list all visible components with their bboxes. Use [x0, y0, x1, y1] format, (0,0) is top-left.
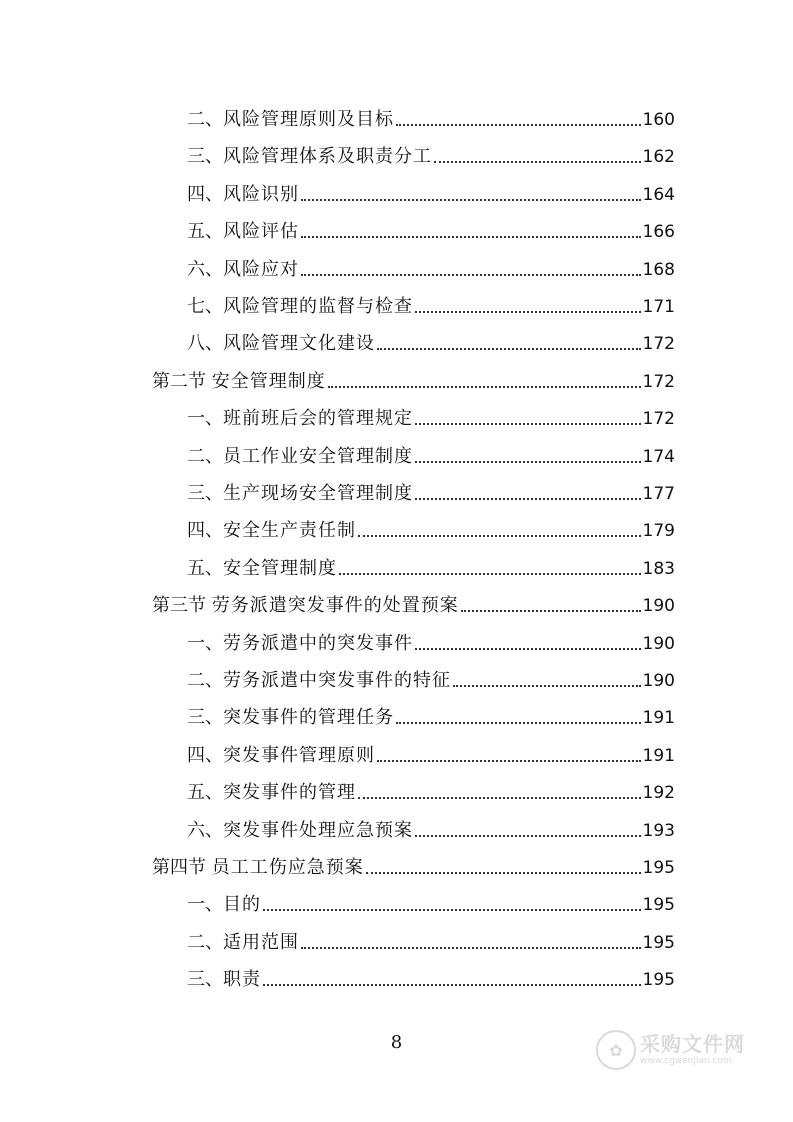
toc-entry-page: 179 [642, 521, 675, 542]
toc-dot-leader [396, 722, 641, 724]
toc-entry-page: 193 [642, 820, 675, 841]
toc-entry-number: 五、 [187, 782, 223, 804]
toc-entry-page: 192 [642, 783, 675, 804]
toc-entry-number: 第三节 [152, 595, 212, 617]
toc-entry-number: 八、 [187, 333, 223, 355]
toc-entry-title: 劳务派遣中突发事件的特征 [223, 670, 451, 691]
toc-dot-leader [415, 498, 641, 500]
toc-entry-title: 风险管理原则及目标 [223, 109, 394, 130]
toc-entry[interactable] [187, 777, 675, 805]
toc-entry-title: 突发事件处理应急预案 [223, 819, 413, 841]
toc-entry-number: 三、 [187, 969, 223, 991]
toc-dot-leader [263, 984, 641, 986]
toc-dot-leader [301, 236, 641, 238]
toc-entry[interactable] [187, 665, 675, 693]
toc-entry-title: 目的 [223, 894, 261, 916]
toc-dot-leader [358, 797, 641, 799]
toc-entry-page: 195 [642, 932, 675, 953]
toc-entry-number: 四、 [187, 520, 223, 542]
toc-entry-page: 177 [642, 484, 675, 504]
toc-entry-title: 风险管理体系及职责分工 [223, 146, 432, 168]
toc-entry[interactable] [187, 740, 675, 768]
toc-entry[interactable] [187, 515, 675, 543]
toc-dot-leader [434, 161, 641, 163]
toc-entry-page: 190 [642, 596, 675, 617]
toc-entry-number: 一、 [187, 408, 223, 430]
toc-dot-leader [453, 685, 641, 687]
toc-entry[interactable] [187, 478, 675, 506]
watermark [596, 1030, 745, 1070]
toc-dot-leader [415, 648, 641, 650]
toc-entry-title: 员工工伤应急预案 [211, 857, 364, 878]
toc-entry-number: 七、 [187, 296, 223, 317]
toc-entry-number: 三、 [187, 483, 223, 504]
toc-entry[interactable] [187, 441, 675, 469]
toc-entry-number: 一、 [187, 632, 223, 654]
toc-entry[interactable] [187, 702, 675, 730]
toc-entry-number: 五、 [187, 557, 223, 579]
toc-entry[interactable] [187, 889, 675, 917]
toc-entry-number: 二、 [187, 670, 223, 691]
toc-entry-title: 劳务派遣突发事件的处置预案 [211, 595, 459, 617]
toc-dot-leader [328, 386, 641, 388]
toc-entry[interactable] [187, 141, 675, 169]
toc-dot-leader [366, 872, 641, 874]
watermark-name: 采购文件网 [640, 1032, 745, 1056]
toc-entry[interactable] [187, 104, 675, 132]
toc-entry-page: 191 [642, 708, 675, 729]
toc-entry-page: 190 [642, 633, 675, 654]
toc-entry-title: 职责 [223, 969, 261, 991]
toc-entry[interactable] [152, 590, 675, 618]
toc-dot-leader [415, 835, 641, 837]
toc-entry-page: 195 [642, 895, 675, 916]
toc-dot-leader [263, 909, 641, 911]
toc-entry-page: 195 [642, 858, 675, 878]
toc-entry-page: 168 [642, 259, 675, 280]
toc-dot-leader [358, 535, 641, 537]
toc-entry[interactable] [187, 815, 675, 843]
toc-dot-leader [396, 124, 641, 126]
toc-entry[interactable] [187, 964, 675, 992]
toc-dot-leader [301, 947, 641, 949]
page-number: 8 [390, 1032, 403, 1053]
toc-entry-page: 164 [642, 184, 675, 205]
toc-entry-number: 六、 [187, 258, 223, 280]
toc-dot-leader [377, 348, 641, 350]
toc-entry-title: 突发事件的管理 [223, 782, 356, 804]
toc-entry-title: 劳务派遣中的突发事件 [223, 632, 413, 654]
toc-entry-page: 174 [642, 446, 675, 467]
toc-entry-number: 二、 [187, 931, 223, 953]
toc-entry-number: 第二节 [152, 370, 212, 392]
toc-dot-leader [415, 461, 641, 463]
toc-entry-number: 三、 [187, 707, 223, 729]
toc-entry-number: 二、 [187, 445, 223, 467]
toc-entry-number: 第四节 [152, 857, 212, 878]
toc-dot-leader [377, 760, 641, 762]
toc-entry-page: 191 [642, 745, 675, 766]
toc-entry-page: 195 [642, 970, 675, 991]
toc-entry-title: 安全管理制度 [223, 557, 337, 579]
toc-dot-leader [415, 311, 641, 313]
toc-entry-number: 一、 [187, 894, 223, 916]
toc-dot-leader [301, 274, 641, 276]
toc-entry[interactable] [187, 291, 675, 319]
toc-entry-title: 安全生产责任制 [223, 520, 356, 542]
toc-entry-page: 160 [642, 110, 675, 130]
toc-entry-page: 162 [642, 147, 675, 168]
seal-logo-icon: ✿ [596, 1030, 636, 1070]
toc-entry-page: 172 [642, 371, 675, 392]
toc-entry-title: 适用范围 [223, 931, 299, 953]
toc-entry[interactable] [187, 403, 675, 431]
toc-entry-page: 171 [642, 297, 675, 317]
toc-entry[interactable] [187, 553, 675, 581]
toc-entry[interactable] [187, 179, 675, 207]
toc-dot-leader [415, 423, 641, 425]
watermark-url: www.cgwenjian.com [640, 1056, 732, 1066]
toc-entry-title: 风险应对 [223, 258, 299, 280]
toc-entry-number: 六、 [187, 819, 223, 841]
toc-entry-title: 突发事件的管理任务 [223, 707, 394, 729]
toc-entry-number: 二、 [187, 109, 223, 130]
toc-entry-title: 风险评估 [223, 221, 299, 243]
toc-entry-page: 172 [642, 334, 675, 355]
toc-entry-page: 166 [642, 222, 675, 243]
toc-entry[interactable] [187, 628, 675, 656]
toc-entry-title: 风险识别 [223, 183, 299, 205]
toc-dot-leader [339, 573, 641, 575]
toc-entry-page: 183 [642, 558, 675, 579]
toc-entry-title: 安全管理制度 [211, 370, 326, 392]
toc-entry-title: 员工作业安全管理制度 [223, 445, 413, 467]
toc-entry[interactable] [152, 852, 675, 880]
toc-entry[interactable] [152, 366, 675, 394]
toc-entry-page: 190 [642, 671, 675, 691]
toc-entry-number: 四、 [187, 744, 223, 766]
toc-entry-title: 风险管理文化建设 [223, 333, 375, 355]
toc-dot-leader [461, 610, 641, 612]
toc-entry[interactable] [187, 254, 675, 282]
toc-dot-leader [301, 199, 641, 201]
toc-entry-title: 风险管理的监督与检查 [223, 296, 413, 317]
toc-entry[interactable] [187, 927, 675, 955]
toc-entry-title: 突发事件管理原则 [223, 744, 375, 766]
toc-entry[interactable] [187, 328, 675, 356]
toc-entry-number: 四、 [187, 183, 223, 205]
toc-entry-title: 班前班后会的管理规定 [223, 408, 413, 430]
toc-entry-page: 172 [642, 409, 675, 430]
toc-entry-title: 生产现场安全管理制度 [223, 483, 413, 504]
toc-entry[interactable] [187, 216, 675, 244]
toc-entry-number: 三、 [187, 146, 223, 168]
toc-entry-number: 五、 [187, 221, 223, 243]
